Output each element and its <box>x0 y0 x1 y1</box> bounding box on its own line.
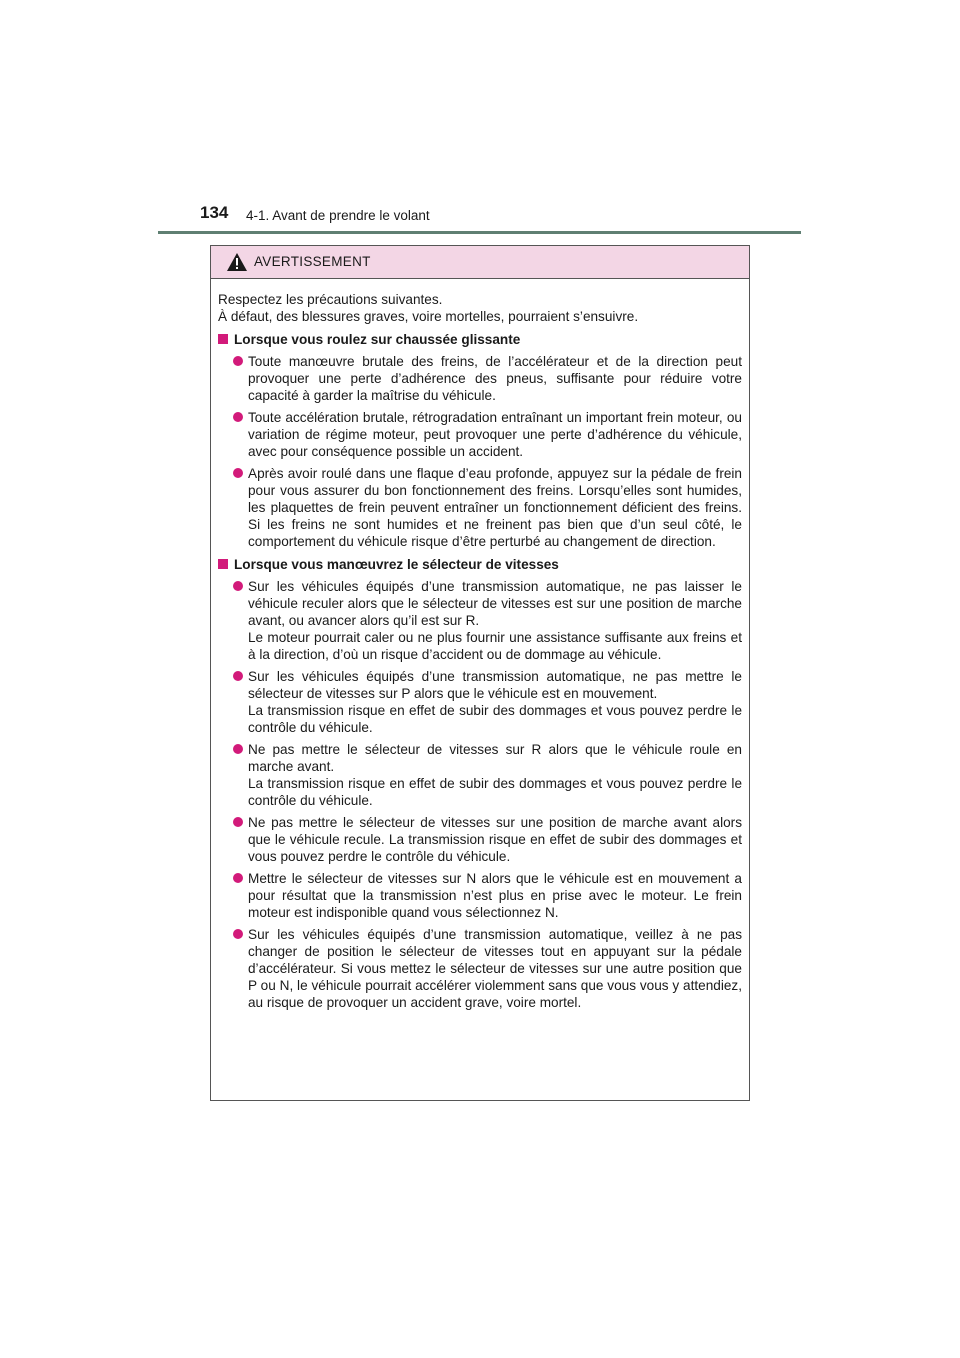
list-item <box>218 814 742 865</box>
bullet-text: Le moteur pourrait caler ou ne plus fournir une assistance suffisante aux freins et à la direction, d’où un risque d’accident ou de dommage au véhicule. <box>248 630 742 662</box>
list-item <box>218 668 742 736</box>
bullet-text: Sur les véhicules équipés d’une transmission automatique, ne pas laisser le véhicule reculer alors que le sélecteur de vitesses est sur une position de marche avant, ou avancer alors qu’il est sur R. <box>248 579 742 628</box>
header-rule <box>158 231 801 234</box>
round-bullet-icon <box>233 468 243 478</box>
section-heading <box>218 331 742 348</box>
round-bullet-icon <box>233 671 243 681</box>
bullet-text: La transmission risque en effet de subir des dommages et vous pouvez perdre le contrôle du véhicule. <box>248 776 742 808</box>
section-heading-text: Lorsque vous manœuvrez le sélecteur de vitesses <box>234 557 559 572</box>
list-item <box>218 465 742 550</box>
section-gear-selector <box>218 556 742 1011</box>
bullet-text: Après avoir roulé dans une flaque d’eau profonde, appuyez sur la pédale de frein pour vous assurer du bon fonctionnement des freins. Lorsqu’elles sont humides, les plaquettes de frein peuvent entraîner un fonctionnement déficient des freins. Si les freins ne sont humides et ne freinent pas bien que d’un seul côté, le comportement du véhicule risque d’être perturbé au changement de direction. <box>248 466 742 549</box>
section-title: 4-1. Avant de prendre le volant <box>246 208 430 223</box>
bullet-text: Sur les véhicules équipés d’une transmission automatique, ne pas mettre le sélecteur de vitesses sur P alors que le véhicule est en mouvement. <box>248 669 742 701</box>
square-bullet-icon <box>218 334 228 344</box>
bullet-text: Mettre le sélecteur de vitesses sur N alors que le véhicule est en mouvement a pour résultat que la transmission n’est plus en prise avec le moteur. Le frein moteur est indisponible quand vous sélectionnez N. <box>248 871 742 920</box>
list-item <box>218 578 742 663</box>
list-item <box>218 926 742 1011</box>
round-bullet-icon <box>233 817 243 827</box>
round-bullet-icon <box>233 873 243 883</box>
list-item <box>218 353 742 404</box>
section-heading-text: Lorsque vous roulez sur chaussée glissante <box>234 332 521 347</box>
bullet-text: Ne pas mettre le sélecteur de vitesses sur une position de marche avant alors que le véhicule recule. La transmission risque en effet de subir des dommages et vous pouvez perdre le contrôle du véhicule. <box>248 815 742 864</box>
list-item <box>218 409 742 460</box>
list-item <box>218 741 742 809</box>
bullet-text: La transmission risque en effet de subir des dommages et vous pouvez perdre le contrôle du véhicule. <box>248 703 742 735</box>
page-number: 134 <box>200 203 229 222</box>
round-bullet-icon <box>233 356 243 366</box>
round-bullet-icon <box>233 929 243 939</box>
list-item <box>218 870 742 921</box>
intro-line: À défaut, des blessures graves, voire mortelles, pourraient s’ensuivre. <box>218 309 639 324</box>
square-bullet-icon <box>218 559 228 569</box>
bullet-text: Sur les véhicules équipés d’une transmission automatique, veillez à ne pas changer de position le sélecteur de vitesses tout en appuyant sur la pédale d’accélérateur. Si vous mettez le sélecteur de vitesses sur une autre position que P ou N, le véhicule pourrait accélérer violemment sans que vous vous y attendiez, au risque de provoquer un accident grave, voire mortel. <box>248 927 742 1010</box>
warning-title: AVERTISSEMENT <box>254 254 371 269</box>
bullet-text: Toute manœuvre brutale des freins, de l’accélérateur et de la direction peut provoquer une perte d’adhérence des pneus, suffisante pour réduire votre capacité à garder la maîtrise du véhicule. <box>248 354 742 403</box>
round-bullet-icon <box>233 581 243 591</box>
round-bullet-icon <box>233 744 243 754</box>
bullet-text: Toute accélération brutale, rétrogradation entraînant un important frein moteur, ou variation de régime moteur, peut provoquer une perte d’adhérence du véhicule, avec pour conséquence possible un accident. <box>248 410 742 459</box>
round-bullet-icon <box>233 412 243 422</box>
bullet-text: Ne pas mettre le sélecteur de vitesses sur R alors que le véhicule roule en marche avant. <box>248 742 742 774</box>
section-heading <box>218 556 742 573</box>
intro-line: Respectez les précautions suivantes. <box>218 292 443 307</box>
warning-header <box>211 246 749 279</box>
section-slippery-road <box>218 331 742 550</box>
warning-triangle-icon <box>227 253 247 271</box>
warning-box <box>210 245 750 1101</box>
warning-body <box>211 279 749 1011</box>
